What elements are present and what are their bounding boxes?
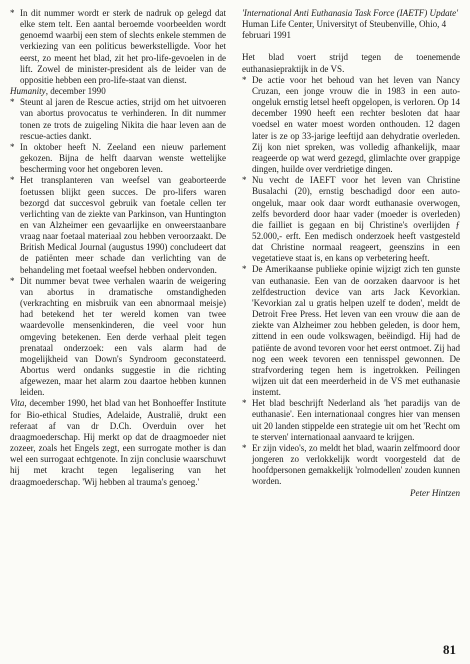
left-column (10, 8, 226, 488)
list-item (10, 276, 226, 399)
list-item-text: In dit nummer wordt er sterk de nadruk op gelegd dat elke stem telt. Een aantal beroemde voorbeelden wordt genoemd waarbij een stem of slechts enkele stemmen de verkiezing van een politicus bewerkstelligde. Voor het eerst, zo meent het blad, zit het pro-life-gevoelen in de lift. Zowel de minister-president als de leider van de oppositie hebben een pro-life-staat van dienst. (20, 8, 226, 85)
list-item (242, 75, 460, 175)
list-item (10, 97, 226, 142)
spacer (242, 41, 460, 52)
publication-location: Human Life Center, Universityt of Steubenville, Ohio, 4 februari 1991 (242, 19, 447, 41)
list-item (242, 398, 460, 443)
vita-paragraph (10, 398, 226, 487)
list-item-text: Steunt al jaren de Rescue acties, strijd om het uitvoeren van abortus provocatus te verhinderen. In dit nummer tonen ze trots de zuigeling Nikita die haar leven aan de rescue-acties dankt. (20, 97, 226, 141)
right-column (242, 8, 460, 499)
list-item (10, 142, 226, 175)
bullet-asterisk: * (242, 442, 247, 453)
list-item-text: Dit nummer bevat twee verhalen waarin de weigering van abortus in dramatische omstandigheden (verkrachting en misbruik van een abnormaal meisje) had betekend het ter wereld komen van twee waardevolle mensenkinderen, die veel voor hun omgeving betekenen. Een derde verhaal pleit tegen prenataal onderzoek: een vals alarm had de mogelijkheid van Down's Syndroom geconstateerd. Abortus werd ondanks suggestie in die richting afgewezen, maar het alarm zou daartoe hebben kunnen leiden. (20, 275, 226, 398)
list-item-text: Er zijn video's, zo meldt het blad, waarin zelfmoord door jongeren zo verlokkelijk wordt voorgesteld dat de hoofdpersonen gemakkelijk 'rolmodellen' zouden kunnen worden. (252, 442, 460, 487)
list-item-text: De actie voor het behoud van het leven van Nancy Cruzan, een jonge vrouw die in 1983 in een auto-ongeluk ernstig letsel heeft opgelopen, is verloren. Op 14 december 1990 heeft een rechter besloten dat haar voedsel en water moest worden onthouden. 12 dagen later is ze op 33-jarige leeftijd aan dehydratie overleden. Zij kon niet spreken, was volledig afhankelijk, maar reageerde op wat werd gezegd, glimlachte over grappige dingen, huilde over verdrietige dingen. (252, 74, 460, 175)
publication-date: , december 1990 (45, 86, 106, 97)
page-number: 81 (443, 642, 456, 657)
bullet-asterisk: * (10, 97, 15, 108)
author-signature: Peter Hintzen (410, 487, 460, 498)
bullet-asterisk: * (242, 175, 247, 186)
list-item (242, 443, 460, 488)
publication-title: Vita (10, 398, 25, 409)
list-item (242, 175, 460, 264)
bullet-asterisk: * (10, 275, 15, 286)
bullet-asterisk: * (242, 74, 247, 85)
list-item-text: Nu vecht de IAEFT voor het leven van Christine Busalachi (20), ernstig beschadigd door een auto-ongeluk, maar ook daar wordt euthanasie overwogen, zelfs bevorderd door haar vader (moeder is overleden) die failliet is gegaan en bij Christine's overlijden ƒ 52.000,- erft. Een medisch onderzoek heeft vastgesteld dat Christine normaal reageert, geenszins in een vegetatieve staat is, en kans op verbetering heeft. (252, 175, 460, 264)
publication-title: Humanity (10, 86, 46, 97)
bullet-asterisk: * (242, 398, 247, 409)
vita-body: , december 1990, het blad van het Bonhoeffer Institute for Bio-ethical Studies, Adelaide, Australië, drukt een referaat af van dr D.Ch. Overduin over het draagmoederschap. Hij merkt op dat de draagmoeder niet zozeer, zoals het Engels zegt, een surrogate mother is dan wel een surrogaat echtgenote. In zijn conclusie waarschuwt hij met kracht tegen legalisering van het draagmoederschap. 'Wij hebben al trauma's genoeg.' (10, 398, 226, 487)
source-heading-humanity (10, 86, 226, 97)
list-item (10, 8, 226, 86)
bullet-asterisk: * (242, 264, 247, 275)
list-item-text: Het blad beschrijft Nederland als 'het paradijs van de euthanasie'. Een internationaal congres hier van mensen uit 20 landen stippelde een strategie uit om het 'Recht om te sterven' internationaal aanvaard te krijgen. (252, 398, 460, 442)
list-item-text: De Amerikaanse publieke opinie wijzigt zich ten gunste van euthanasie. Een van de oorzaken daarvoor is het zelfdestruction device van arts Jack Kevorkian. 'Kevorkian zal u gratis helpen uzelf te doden', meldt de Detroit Free Press. Het leven van een vrouw die aan de ziekte van Alzheimer zou hebben geleden, is door hem, zittend in een oude volkswagen, beëindigd. Hij had de patiënte de avond tevoren voor het eerst ontmoet. Zij had nog een week tevoren een tennisspel gewonnen. De strafvordering tegen hem is ingetrokken. Peilingen wijzen uit dat een meerderheid in de VS met euthanasie instemt. (252, 264, 460, 398)
bullet-asterisk: * (10, 8, 15, 18)
intro-paragraph: Het blad voert strijd tegen de toenemende euthanasiepraktijk in de VS. (242, 52, 460, 74)
list-item-text: In oktober heeft N. Zeeland een nieuw parlement gekozen. Bijna de helft daarvan wenste wettelijke bescherming voor het ongeboren leven. (20, 141, 226, 175)
list-item (10, 175, 226, 275)
publication-title: 'International Anti Euthanasia Task Force (IAETF) Update' (242, 8, 459, 18)
bullet-asterisk: * (10, 141, 15, 152)
list-item-text: Het transplanteren van weefsel van geaborteerde foetussen blijkt geen succes. De pro-lifers waren bezorgd dat succesvol gebruik van foetale cellen ter verlichting van de ziekte van Parkinson, van Huntington en van Alzheimer een gevaarlijke en onweerstaanbare vraag naar foetaal materiaal zou hebben veroorzaakt. De British Medical Journal (augustus 1990) concludeert dat de patiënten meer schade dan verlichting van de behandeling met foetaal weefsel hebben ondervonden. (20, 175, 226, 275)
list-item (242, 264, 460, 398)
bullet-asterisk: * (10, 175, 15, 186)
